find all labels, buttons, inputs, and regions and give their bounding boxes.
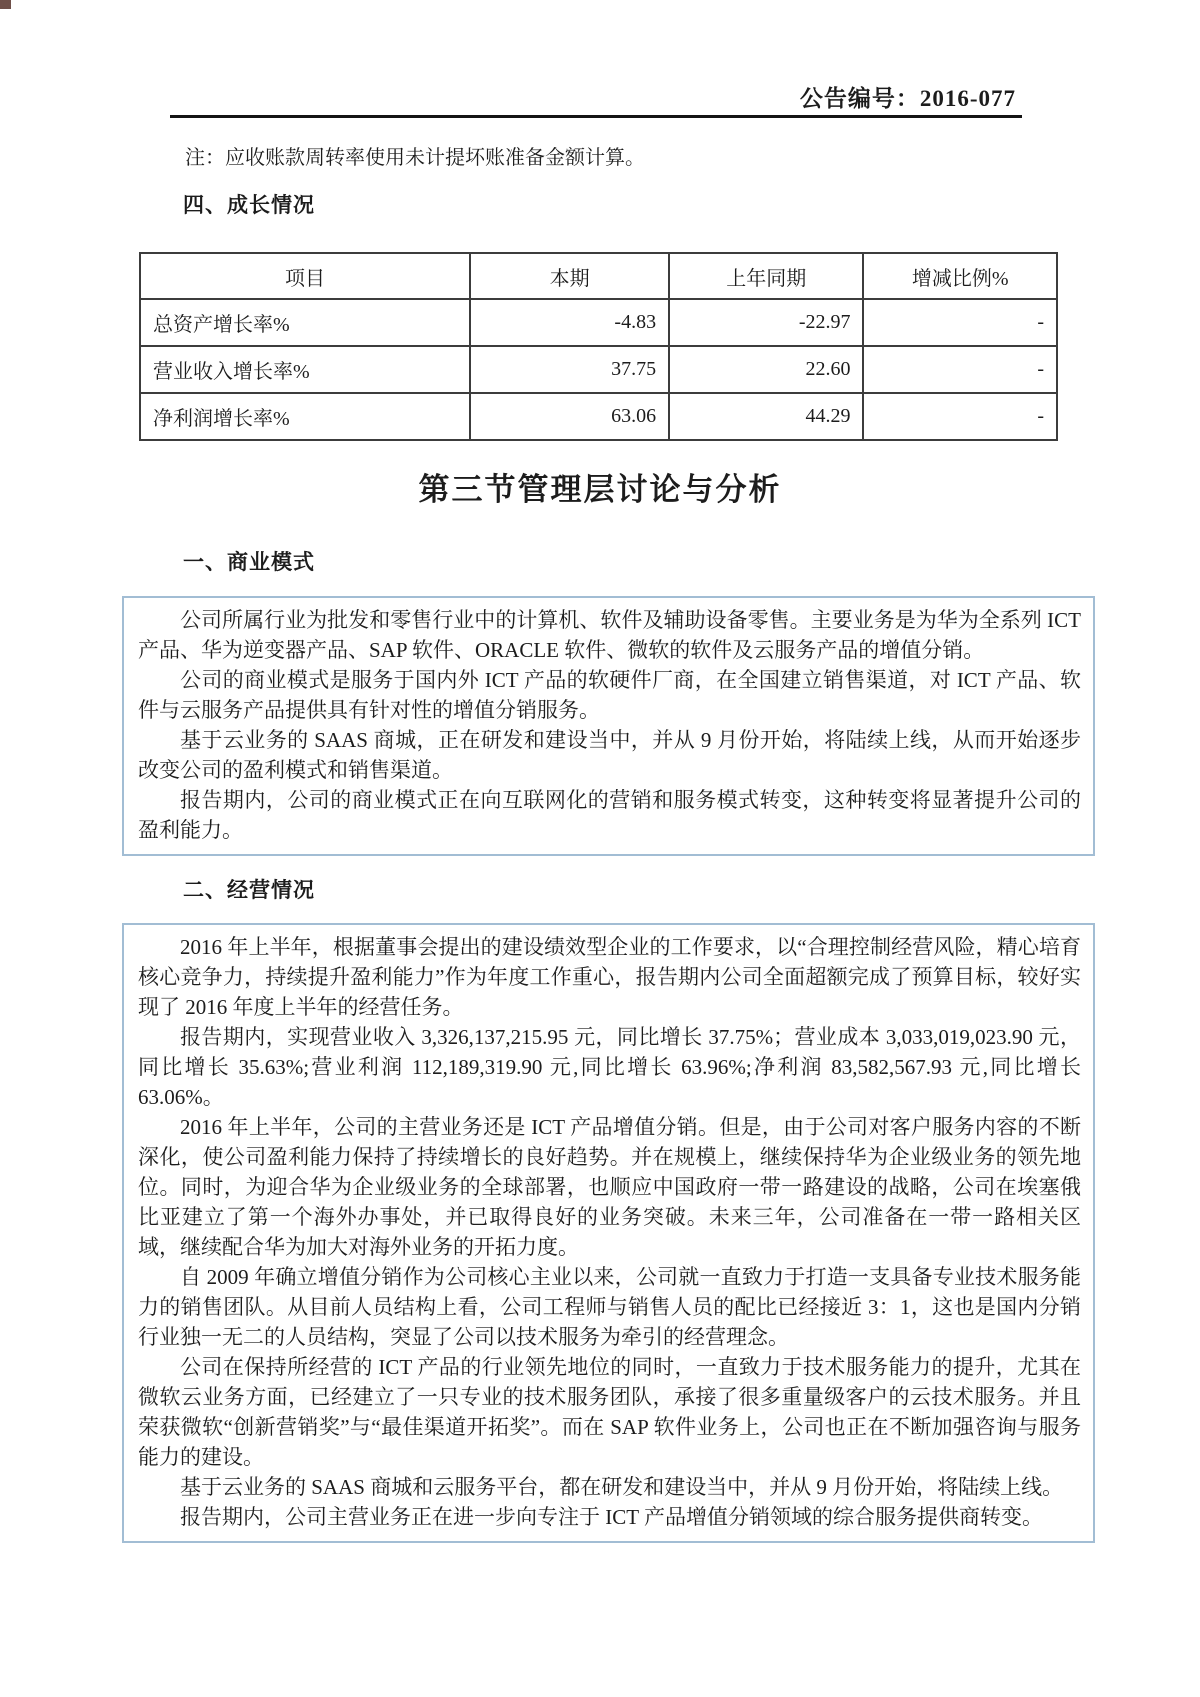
column-header-current: 本期 bbox=[470, 253, 669, 299]
cell-prior: -22.97 bbox=[669, 299, 863, 346]
table-row bbox=[140, 393, 1057, 440]
paragraph: 报告期内，公司的商业模式正在向互联网化的营销和服务模式转变，这种转变将显著提升公司的盈利能力。 bbox=[138, 788, 1081, 842]
section-heading-operations: 二、经营情况 bbox=[183, 879, 315, 902]
row-label: 总资产增长率% bbox=[140, 299, 470, 346]
column-header-item: 项目 bbox=[140, 253, 470, 299]
cell-prior: 22.60 bbox=[669, 346, 863, 393]
paragraph: 公司所属行业为批发和零售行业中的计算机、软件及辅助设备零售。主要业务是为华为全系列 ICT 产品、华为逆变器产品、SAP 软件、ORACLE 软件、微软的软件及云服务产品的增值分销。 bbox=[138, 608, 1081, 662]
paragraph: 自 2009 年确立增值分销作为公司核心主业以来，公司就一直致力于打造一支具备专业技术服务能力的销售团队。从目前人员结构上看，公司工程师与销售人员的配比已经接近 3：1，这也是国内分销行业独一无二的人员结构，突显了公司以技术服务为牵引的经营理念。 bbox=[138, 1265, 1081, 1349]
footnote-text: 注：应收账款周转率使用未计提坏账准备金额计算。 bbox=[185, 147, 645, 169]
business-model-text-block bbox=[122, 596, 1095, 856]
paragraph: 公司在保持所经营的 ICT 产品的行业领先地位的同时，一直致力于技术服务能力的提升，尤其在微软云业务方面，已经建立了一只专业的技术服务团队，承接了很多重量级客户的云技术服务。并且荣获微软“创新营销奖”与“最佳渠道开拓奖”。而在 SAP 软件业务上，公司也正在不断加强咨询与服务能力的建设。 bbox=[138, 1355, 1081, 1469]
paragraph: 公司的商业模式是服务于国内外 ICT 产品的软硬件厂商，在全国建立销售渠道，对 ICT 产品、软件与云服务产品提供具有针对性的增值分销服务。 bbox=[138, 668, 1081, 722]
chapter-title: 第三节管理层讨论与分析 bbox=[418, 472, 782, 507]
cell-prior: 44.29 bbox=[669, 393, 863, 440]
header-divider bbox=[170, 115, 1022, 118]
cell-current: -4.83 bbox=[470, 299, 669, 346]
row-label: 净利润增长率% bbox=[140, 393, 470, 440]
table-row bbox=[140, 299, 1057, 346]
cell-change: - bbox=[863, 299, 1057, 346]
paragraph: 基于云业务的 SAAS 商城和云服务平台，都在研发和建设当中，并从 9 月份开始，将陆续上线。 bbox=[180, 1475, 1064, 1499]
paragraph: 报告期内，实现营业收入 3,326,137,215.95 元，同比增长 37.75%；营业成本 3,033,019,023.90 元，同比增长 35.63%;营业利润 112,189,319.90 元,同比增长 63.96%;净利润 83,582,567.93 元,同比增长 63.06%。 bbox=[138, 1025, 1081, 1109]
cell-change: - bbox=[863, 393, 1057, 440]
row-label: 营业收入增长率% bbox=[140, 346, 470, 393]
column-header-change: 增减比例% bbox=[863, 253, 1057, 299]
scan-corner-mark bbox=[0, 0, 11, 9]
section-heading-business-model: 一、商业模式 bbox=[183, 551, 315, 574]
cell-current: 37.75 bbox=[470, 346, 669, 393]
announcement-number: 公告编号：2016-077 bbox=[799, 86, 1016, 111]
table-row bbox=[140, 346, 1057, 393]
cell-current: 63.06 bbox=[470, 393, 669, 440]
paragraph: 基于云业务的 SAAS 商城，正在研发和建设当中，并从 9 月份开始，将陆续上线，从而开始逐步改变公司的盈利模式和销售渠道。 bbox=[138, 728, 1081, 782]
paragraph: 2016 年上半年，根据董事会提出的建设绩效型企业的工作要求，以“合理控制经营风险，精心培育核心竞争力，持续提升盈利能力”作为年度工作重心，报告期内公司全面超额完成了预算目标，较好实现了 2016 年度上半年的经营任务。 bbox=[138, 935, 1081, 1019]
column-header-prior: 上年同期 bbox=[669, 253, 863, 299]
growth-table-header-row bbox=[140, 253, 1057, 299]
growth-table bbox=[139, 252, 1058, 441]
operations-text-block bbox=[122, 923, 1095, 1543]
cell-change: - bbox=[863, 346, 1057, 393]
paragraph: 2016 年上半年，公司的主营业务还是 ICT 产品增值分销。但是，由于公司对客户服务内容的不断深化，使公司盈利能力保持了持续增长的良好趋势。并在规模上，继续保持华为企业级业务的领先地位。同时，为迎合华为企业级业务的全球部署，也顺应中国政府一带一路建设的战略，公司在埃塞俄比亚建立了第一个海外办事处，并已取得良好的业务突破。未来三年，公司准备在一带一路相关区域，继续配合华为加大对海外业务的开拓力度。 bbox=[138, 1115, 1081, 1259]
paragraph: 报告期内，公司主营业务正在进一步向专注于 ICT 产品增值分销领域的综合服务提供商转变。 bbox=[180, 1505, 1043, 1529]
section-heading-growth: 四、成长情况 bbox=[183, 194, 315, 217]
